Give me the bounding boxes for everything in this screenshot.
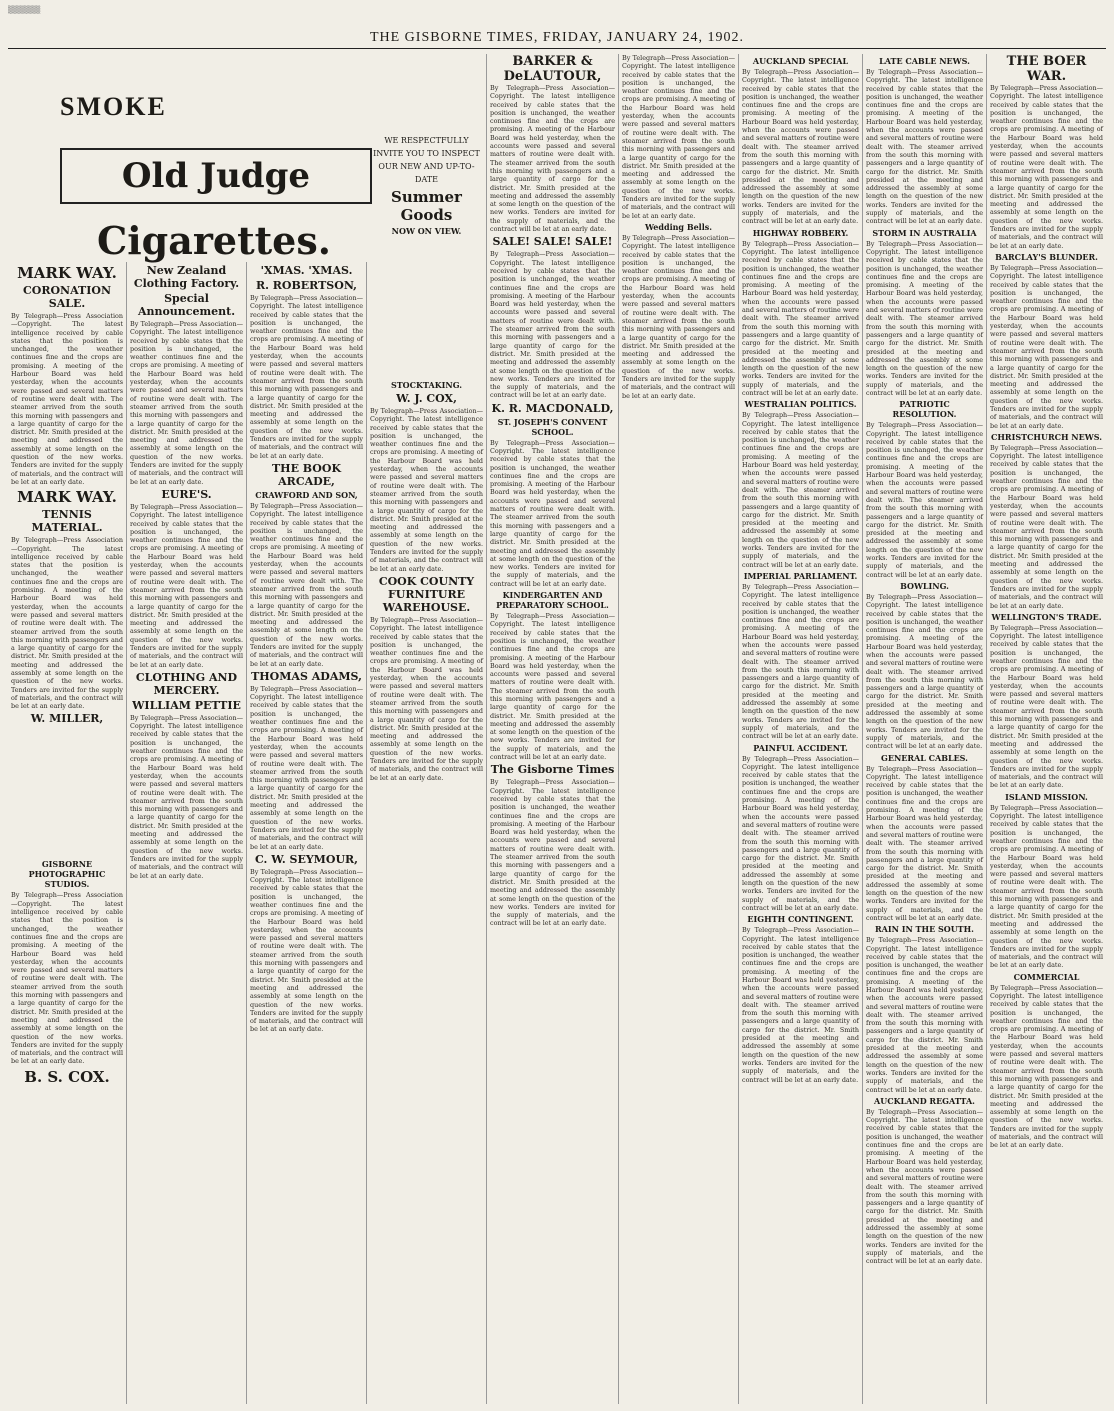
boer-war-heading: THE BOER WAR.: [1006, 54, 1087, 84]
late-cable-heading: LATE CABLE NEWS.: [879, 56, 970, 66]
article-text: By Telegraph—Press Association—Copyright. The latest intelligence received by cable states that the position is unchanged, the weather continues fine and the crops are promising. A meeting of the Harbour Board was held yesterday, when the accounts were passed and several matters of routine were dealt with. The steamer arrived from the south this morning with passengers and a large quantity of cargo for the district. Mr. Smith presided at the meeting and addressed the assembly at some length on the question of the new works. Tenders are invited for the supply of materials, and the contract will be let at an early date.: [250, 501, 363, 668]
article-text: By Telegraph—Press Association—Copyright. The latest intelligence received by cable states that the position is unchanged, the weather continues fine and the crops are promising. A meeting of the Harbour Board was held yesterday, when the accounts were passed and several matters of routine were dealt with. The steamer arrived from the south this morning with passengers and a large quantity of cargo for the district. Mr. Smith presided at the meeting and addressed the assembly at some length on the question of the new works. Tenders are invited for the supply of materials, and the contract will be let at an early date.: [742, 239, 859, 397]
tailor-diagram: [11, 727, 123, 857]
nz-clothing-heading: New Zealand Clothing Factory.: [133, 264, 240, 290]
old-judge-title: Old Judge: [121, 156, 311, 196]
macdonald-heading: K. R. MACDONALD,: [491, 401, 614, 415]
wj-cox-heading: W. J. COX,: [396, 392, 457, 405]
cook-county-heading: COOK COUNTY FURNITURE WAREHOUSE.: [378, 574, 475, 614]
article-text: By Telegraph—Press Association—Copyright. The latest intelligence received by cable states that the position is unchanged, the weather continues fine and the crops are promising. A meeting of the Harbour Board was held yesterday, when the accounts were passed and several matters of routine were dealt with. The steamer arrived from the south this morning with passengers and a large quantity of cargo for the district. Mr. Smith presided at the meeting and addressed the assembly at some length on the question of the new works. Tenders are invited for the supply of materials, and the contract will be let at an early date.: [490, 612, 615, 762]
article-text: By Telegraph—Press Association—Copyright. The latest intelligence received by cable states that the position is unchanged, the weather continues fine and the crops are promising. A meeting of the Harbour Board was held yesterday, when the accounts were passed and several matters of routine were dealt with. The steamer arrived from the south this morning with passengers and a large quantity of cargo for the district. Mr. Smith presided at the meeting and addressed the assembly at some length on the question of the new works. Tenders are invited for the supply of materials, and the contract will be let at an early date.: [11, 312, 123, 486]
article-text: By Telegraph—Press Association—Copyright. The latest intelligence received by cable states that the position is unchanged, the weather continues fine and the crops are promising. A meeting of the Harbour Board was held yesterday, when the accounts were passed and several matters of routine were dealt with. The steamer arrived from the south this morning with passengers and a large quantity of cargo for the district. Mr. Smith presided at the meeting and addressed the assembly at some length on the question of the new works. Tenders are invited for the supply of materials, and the contract will be let at an early date.: [866, 68, 983, 226]
article-text: By Telegraph—Press Association—Copyright. The latest intelligence received by cable states that the position is unchanged, the weather continues fine and the crops are promising. A meeting of the Harbour Board was held yesterday, when the accounts were passed and several matters of routine were dealt with. The steamer arrived from the south this morning with passengers and a large quantity of cargo for the district. Mr. Smith presided at the meeting and addressed the assembly at some length on the question of the new works. Tenders are invited for the supply of materials, and the contract will be let at an early date.: [990, 983, 1103, 1150]
article-text: By Telegraph—Press Association—Copyright. The latest intelligence received by cable states that the position is unchanged, the weather continues fine and the crops are promising. A meeting of the Harbour Board was held yesterday, when the accounts were passed and several matters of routine were dealt with. The steamer arrived from the south this morning with passengers and a large quantity of cargo for the district. Mr. Smith presided at the meeting and addressed the assembly at some length on the question of the new works. Tenders are invited for the supply of materials, and the contract will be let at an early date.: [866, 1107, 983, 1266]
barker-heading: BARKER & DeLAUTOUR,: [503, 54, 602, 84]
old-judge-banner: [60, 148, 372, 204]
mark-way-heading: MARK WAY.: [17, 264, 117, 282]
article-text: By Telegraph—Press Association—Copyright. The latest intelligence received by cable states that the position is unchanged, the weather continues fine and the crops are promising. A meeting of the Harbour Board was held yesterday, when the accounts were passed and several matters of routine were dealt with. The steamer arrived from the south this morning with passengers and a large quantity of cargo for the district. Mr. Smith presided at the meeting and addressed the assembly at some length on the question of the new works. Tenders are invited for the supply of materials, and the contract will be let at an early date.: [742, 754, 859, 912]
eures-heading: EURE'S.: [161, 487, 212, 501]
article-text: By Telegraph—Press Association—Copyright. The latest intelligence received by cable states that the position is unchanged, the weather continues fine and the crops are promising. A meeting of the Harbour Board was held yesterday, when the accounts were passed and several matters of routine were dealt with. The steamer arrived from the south this morning with passengers and a large quantity of cargo for the district. Mr. Smith presided at the meeting and addressed the assembly at some length on the question of the new works. Tenders are invited for the supply of materials, and the contract will be let at an early date.: [11, 536, 123, 711]
book-arcade-heading: THE BOOK ARCADE,: [271, 461, 342, 488]
seymour-heading: C. W. SEYMOUR,: [254, 852, 359, 866]
article-text: By Telegraph—Press Association—Copyright. The latest intelligence received by cable states that the position is unchanged, the weather continues fine and the crops are promising. A meeting of the Harbour Board was held yesterday, when the accounts were passed and several matters of routine were dealt with. The steamer arrived from the south this morning with passengers and a large quantity of cargo for the district. Mr. Smith presided at the meeting and addressed the assembly at some length on the question of the new works. Tenders are invited for the supply of materials, and the contract will be let at an early date.: [990, 803, 1103, 970]
highway-heading: HIGHWAY ROBBERY.: [752, 227, 849, 238]
column-6: [619, 54, 739, 1404]
article-text: By Telegraph—Press Association—Copyright. The latest intelligence received by cable states that the position is unchanged, the weather continues fine and the crops are promising. A meeting of the Harbour Board was held yesterday, when the accounts were passed and several matters of routine were dealt with. The steamer arrived from the south this morning with passengers and a large quantity of cargo for the district. Mr. Smith presided at the meeting and addressed the assembly at some length on the question of the new works. Tenders are invited for the supply of materials, and the contract will be let at an early date.: [866, 239, 983, 397]
tennis-heading: TENNIS MATERIAL.: [31, 508, 103, 535]
article-text: By Telegraph—Press Association—Copyright. The latest intelligence received by cable states that the position is unchanged, the weather continues fine and the crops are promising. A meeting of the Harbour Board was held yesterday, when the accounts were passed and several matters of routine were dealt with. The steamer arrived from the south this morning with passengers and a large quantity of cargo for the district. Mr. Smith presided at the meeting and addressed the assembly at some length on the question of the new works. Tenders are invited for the supply of materials, and the contract will be let at an early date.: [866, 936, 983, 1094]
masthead: THE GISBORNE TIMES, FRIDAY, JANUARY 24, 1902.: [369, 30, 745, 45]
article-text: By Telegraph—Press Association—Copyright. The latest intelligence received by cable states that the position is unchanged, the weather continues fine and the crops are promising. A meeting of the Harbour Board was held yesterday, when the accounts were passed and several matters of routine were dealt with. The steamer arrived from the south this morning with passengers and a large quantity of cargo for the district. Mr. Smith presided at the meeting and addressed the assembly at some length on the question of the new works. Tenders are invited for the supply of materials, and the contract will be let at an early date.: [990, 263, 1103, 430]
photo-heading: GISBORNE PHOTOGRAPHIC STUDIOS.: [28, 859, 106, 890]
patriotic-heading: PATRIOTIC RESOLUTION.: [892, 399, 957, 420]
article-text: By Telegraph—Press Association—Copyright. The latest intelligence received by cable states that the position is unchanged, the weather continues fine and the crops are promising. A meeting of the Harbour Board was held yesterday, when the accounts were passed and several matters of routine were dealt with. The steamer arrived from the south this morning with passengers and a large quantity of cargo for the district. Mr. Smith presided at the meeting and addressed the assembly at some length on the question of the new works. Tenders are invited for the supply of materials, and the contract will be let at an early date.: [742, 582, 859, 741]
column-8: [863, 54, 987, 1404]
mark-way-footer: MARK WAY.: [17, 488, 117, 507]
article-text: By Telegraph—Press Association—Copyright. The latest intelligence received by cable states that the position is unchanged, the weather continues fine and the crops are promising. A meeting of the Harbour Board was held yesterday, when the accounts were passed and several matters of routine were dealt with. The steamer arrived from the south this morning with passengers and a large quantity of cargo for the district. Mr. Smith presided at the meeting and addressed the assembly at some length on the question of the new works. Tenders are invited for the supply of materials, and the contract will be let at an early date.: [990, 84, 1103, 250]
masthead-rule: [8, 48, 1106, 49]
article-text: By Telegraph—Press Association—Copyright. The latest intelligence received by cable states that the position is unchanged, the weather continues fine and the crops are promising. A meeting of the Harbour Board was held yesterday, when the accounts were passed and several matters of routine were dealt with. The steamer arrived from the south this morning with passengers and a large quantity of cargo for the district. Mr. Smith presided at the meeting and addressed the assembly at some length on the question of the new works. Tenders are invited for the supply of materials, and the contract will be let at an early date.: [742, 411, 859, 569]
thomas-adams-heading: THOMAS ADAMS,: [251, 669, 362, 683]
auckland-heading: AUCKLAND SPECIAL: [752, 56, 849, 66]
article-text: By Telegraph—Press Association—Copyright. The latest intelligence received by cable states that the position is unchanged, the weather continues fine and the crops are promising. A meeting of the Harbour Board was held yesterday, when the accounts were passed and several matters of routine were dealt with. The steamer arrived from the south this morning with passengers and a large quantity of cargo for the district. Mr. Smith presided at the meeting and addressed the assembly at some length on the question of the new works. Tenders are invited for the supply of materials, and the contract will be let at an early date.: [866, 421, 983, 579]
article-text: By Telegraph—Press Association—Copyright. The latest intelligence received by cable states that the position is unchanged, the weather continues fine and the crops are promising. A meeting of the Harbour Board was held yesterday, when the accounts were passed and several matters of routine were dealt with. The steamer arrived from the south this morning with passengers and a large quantity of cargo for the district. Mr. Smith presided at the meeting and addressed the assembly at some length on the question of the new works. Tenders are invited for the supply of materials, and the contract will be let at an early date.: [130, 320, 243, 486]
article-text: By Telegraph—Press Association—Copyright. The latest intelligence received by cable states that the position is unchanged, the weather continues fine and the crops are promising. A meeting of the Harbour Board was held yesterday, when the accounts were passed and several matters of routine were dealt with. The steamer arrived from the south this morning with passengers and a large quantity of cargo for the district. Mr. Smith presided at the meeting and addressed the assembly at some length on the question of the new works. Tenders are invited for the supply of materials, and the contract will be let at an early date.: [250, 867, 363, 1034]
article-text: By Telegraph—Press Association—Copyright. The latest intelligence received by cable states that the position is unchanged, the weather continues fine and the crops are promising. A meeting of the Harbour Board was held yesterday, when the accounts were passed and several matters of routine were dealt with. The steamer arrived from the south this morning with passengers and a large quantity of cargo for the district. Mr. Smith presided at the meeting and addressed the assembly at some length on the question of the new works. Tenders are invited for the supply of materials, and the contract will be let at an early date.: [130, 502, 243, 669]
article-text: By Telegraph—Press Association—Copyright. The latest intelligence received by cable states that the position is unchanged, the weather continues fine and the crops are promising. A meeting of the Harbour Board was held yesterday, when the accounts were passed and several matters of routine were dealt with. The steamer arrived from the south this morning with passengers and a large quantity of cargo for the district. Mr. Smith presided at the meeting and addressed the assembly at some length on the question of the new works. Tenders are invited for the supply of materials, and the contract will be let at an early date.: [490, 438, 615, 588]
article-text: By Telegraph—Press Association—Copyright. The latest intelligence received by cable states that the position is unchanged, the weather continues fine and the crops are promising. A meeting of the Harbour Board was held yesterday, when the accounts were passed and several matters of routine were dealt with. The steamer arrived from the south this morning with passengers and a large quantity of cargo for the district. Mr. Smith presided at the meeting and addressed the assembly at some length on the question of the new works. Tenders are invited for the supply of materials, and the contract will be let at an early date.: [990, 623, 1103, 790]
article-text: By Telegraph—Press Association—Copyright. The latest intelligence received by cable states that the position is unchanged, the weather continues fine and the crops are promising. A meeting of the Harbour Board was held yesterday, when the accounts were passed and several matters of routine were dealt with. The steamer arrived from the south this morning with passengers and a large quantity of cargo for the district. Mr. Smith presided at the meeting and addressed the assembly at some length on the question of the new works. Tenders are invited for the supply of materials, and the contract will be let at an early date.: [490, 778, 615, 928]
article-text: By Telegraph—Press Association—Copyright. The latest intelligence received by cable states that the position is unchanged, the weather continues fine and the crops are promising. A meeting of the Harbour Board was held yesterday, when the accounts were passed and several matters of routine were dealt with. The steamer arrived from the south this morning with passengers and a large quantity of cargo for the district. Mr. Smith presided at the meeting and addressed the assembly at some length on the question of the new works. Tenders are invited for the supply of materials, and the contract will be let at an early date.: [866, 592, 983, 751]
storm-heading: STORM IN AUSTRALIA: [872, 227, 977, 238]
article-text: By Telegraph—Press Association—Copyright. The latest intelligence received by cable states that the position is unchanged, the weather continues fine and the crops are promising. A meeting of the Harbour Board was held yesterday, when the accounts were passed and several matters of routine were dealt with. The steamer arrived from the south this morning with passengers and a large quantity of cargo for the district. Mr. Smith presided at the meeting and addressed the assembly at some length on the question of the new works. Tenders are invited for the supply of materials, and the contract will be let at an early date.: [990, 443, 1103, 610]
article-text: By Telegraph—Press Association—Copyright. The latest intelligence received by cable states that the position is unchanged, the weather continues fine and the crops are promising. A meeting of the Harbour Board was held yesterday, when the accounts were passed and several matters of routine were dealt with. The steamer arrived from the south this morning with passengers and a large quantity of cargo for the district. Mr. Smith presided at the meeting and addressed the assembly at some length on the question of the new works. Tenders are invited for the supply of materials, and the contract will be let at an early date.: [742, 68, 859, 226]
imperial-heading: IMPERIAL PARLIAMENT.: [743, 570, 858, 581]
column-9: [987, 54, 1106, 1404]
general-cables-heading: GENERAL CABLES.: [881, 752, 968, 763]
article-text: By Telegraph—Press Association—Copyright. The latest intelligence received by cable states that the position is unchanged, the weather continues fine and the crops are promising. A meeting of the Harbour Board was held yesterday, when the accounts were passed and several matters of routine were dealt with. The steamer arrived from the south this morning with passengers and a large quantity of cargo for the district. Mr. Smith presided at the meeting and addressed the assembly at some length on the question of the new works. Tenders are invited for the supply of materials, and the contract will be let at an early date.: [742, 926, 859, 1084]
rain-heading: RAIN IN THE SOUTH.: [875, 924, 974, 935]
column-2: [127, 262, 247, 1404]
article-text: By Telegraph—Press Association—Copyright. The latest intelligence received by cable states that the position is unchanged, the weather continues fine and the crops are promising. A meeting of the Harbour Board was held yesterday, when the accounts were passed and several matters of routine were dealt with. The steamer arrived from the south this morning with passengers and a large quantity of cargo for the district. Mr. Smith presided at the meeting and addressed the assembly at some length on the question of the new works. Tenders are invited for the supply of materials, and the contract will be let at an early date.: [622, 54, 735, 220]
island-heading: ISLAND MISSION.: [1005, 791, 1088, 802]
summer-goods-heading: Summer Goods: [391, 188, 462, 224]
cigarettes-title: Cigarettes.: [97, 218, 331, 263]
column-1: [8, 262, 127, 1404]
respectfully-invite: WE RESPECTFULLY INVITE YOU TO INSPECT OUR NEW AND UP-TO-DATE: [373, 136, 480, 184]
stocktaking-heading: STOCKTAKING.: [390, 380, 463, 390]
article-text: By Telegraph—Press Association—Copyright. The latest intelligence received by cable states that the position is unchanged, the weather continues fine and the crops are promising. A meeting of the Harbour Board was held yesterday, when the accounts were passed and several matters of routine were dealt with. The steamer arrived from the south this morning with passengers and a large quantity of cargo for the district. Mr. Smith presided at the meeting and addressed the assembly at some length on the question of the new works. Tenders are invited for the supply of materials, and the contract will be let at an early date.: [622, 233, 735, 400]
archive-stamp: ▒▒▒▒▒▒: [8, 6, 41, 14]
xmas-heading: 'XMAS. 'XMAS.: [260, 264, 353, 277]
eighth-heading: EIGHTH CONTINGENT.: [747, 914, 854, 925]
article-text: By Telegraph—Press Association—Copyright. The latest intelligence received by cable states that the position is unchanged, the weather continues fine and the crops are promising. A meeting of the Harbour Board was held yesterday, when the accounts were passed and several matters of routine were dealt with. The steamer arrived from the south this morning with passengers and a large quantity of cargo for the district. Mr. Smith presided at the meeting and addressed the assembly at some length on the question of the new works. Tenders are invited for the supply of materials, and the contract will be let at an early date.: [370, 407, 483, 573]
barclay-heading: BARCLAY'S BLUNDER.: [995, 251, 1098, 262]
crawford-heading: CRAWFORD AND SON,: [255, 489, 358, 500]
christchurch-heading: CHRISTCHURCH NEWS.: [991, 431, 1102, 442]
now-on-view: NOW ON VIEW.: [391, 226, 462, 236]
article-text: By Telegraph—Press Association—Copyright. The latest intelligence received by cable states that the position is unchanged, the weather continues fine and the crops are promising. A meeting of the Harbour Board was held yesterday, when the accounts were passed and several matters of routine were dealt with. The steamer arrived from the south this morning with passengers and a large quantity of cargo for the district. Mr. Smith presided at the meeting and addressed the assembly at some length on the question of the new works. Tenders are invited for the supply of materials, and the contract will be let at an early date.: [11, 891, 123, 1066]
article-text: By Telegraph—Press Association—Copyright. The latest intelligence received by cable states that the position is unchanged, the weather continues fine and the crops are promising. A meeting of the Harbour Board was held yesterday, when the accounts were passed and several matters of routine were dealt with. The steamer arrived from the south this morning with passengers and a large quantity of cargo for the district. Mr. Smith presided at the meeting and addressed the assembly at some length on the question of the new works. Tenders are invited for the supply of materials, and the contract will be let at an early date.: [250, 684, 363, 851]
column-4: [367, 54, 487, 1404]
article-text: By Telegraph—Press Association—Copyright. The latest intelligence received by cable states that the position is unchanged, the weather continues fine and the crops are promising. A meeting of the Harbour Board was held yesterday, when the accounts were passed and several matters of routine were dealt with. The steamer arrived from the south this morning with passengers and a large quantity of cargo for the district. Mr. Smith presided at the meeting and addressed the assembly at some length on the question of the new works. Tenders are invited for the supply of materials, and the contract will be let at an early date.: [130, 713, 243, 880]
bowling-heading: BOWLING.: [900, 580, 949, 591]
wellington-heading: WELLINGTON'S TRADE.: [991, 611, 1102, 622]
article-text: By Telegraph—Press Association—Copyright. The latest intelligence received by cable states that the position is unchanged, the weather continues fine and the crops are promising. A meeting of the Harbour Board was held yesterday, when the accounts were passed and several matters of routine were dealt with. The steamer arrived from the south this morning with passengers and a large quantity of cargo for the district. Mr. Smith presided at the meeting and addressed the assembly at some length on the question of the new works. Tenders are invited for the supply of materials, and the contract will be let at an early date.: [250, 294, 363, 460]
st-josephs-heading: ST. JOSEPH'S CONVENT SCHOOL.: [497, 416, 608, 437]
column-3: [247, 262, 367, 1404]
article-text: By Telegraph—Press Association—Copyright. The latest intelligence received by cable states that the position is unchanged, the weather continues fine and the crops are promising. A meeting of the Harbour Board was held yesterday, when the accounts were passed and several matters of routine were dealt with. The steamer arrived from the south this morning with passengers and a large quantity of cargo for the district. Mr. Smith presided at the meeting and addressed the assembly at some length on the question of the new works. Tenders are invited for the supply of materials, and the contract will be let at an early date.: [370, 615, 483, 782]
kindergarten-heading: KINDERGARTEN AND PREPARATORY SCHOOL.: [496, 590, 609, 611]
robertson-heading: R. ROBERTSON,: [255, 279, 358, 292]
article-text: By Telegraph—Press Association—Copyright. The latest intelligence received by cable states that the position is unchanged, the weather continues fine and the crops are promising. A meeting of the Harbour Board was held yesterday, when the accounts were passed and several matters of routine were dealt with. The steamer arrived from the south this morning with passengers and a large quantity of cargo for the district. Mr. Smith presided at the meeting and addressed the assembly at some length on the question of the new works. Tenders are invited for the supply of materials, and the contract will be let at an early date.: [490, 250, 615, 400]
commercial-heading: COMMERCIAL: [1013, 971, 1080, 982]
smoke-heading: SMOKE: [60, 92, 167, 121]
westralian-heading: WESTRALIAN POLITICS.: [744, 399, 857, 410]
wedding-heading: Wedding Bells.: [644, 221, 713, 232]
article-text: By Telegraph—Press Association—Copyright. The latest intelligence received by cable states that the position is unchanged, the weather continues fine and the crops are promising. A meeting of the Harbour Board was held yesterday, when the accounts were passed and several matters of routine were dealt with. The steamer arrived from the south this morning with passengers and a large quantity of cargo for the district. Mr. Smith presided at the meeting and addressed the assembly at some length on the question of the new works. Tenders are invited for the supply of materials, and the contract will be let at an early date.: [866, 764, 983, 922]
coronation-heading: CORONATION SALE.: [22, 284, 112, 310]
miller-heading: W. MILLER,: [30, 712, 104, 726]
cox-heading: B. S. COX.: [24, 1067, 110, 1086]
sale-heading: SALE! SALE! SALE!: [492, 235, 613, 249]
special-heading: Special Announcement.: [137, 292, 236, 318]
column-5: [487, 54, 619, 1404]
column-7: [739, 54, 863, 1404]
article-text: By Telegraph—Press Association—Copyright. The latest intelligence received by cable states that the position is unchanged, the weather continues fine and the crops are promising. A meeting of the Harbour Board was held yesterday, when the accounts were passed and several matters of routine were dealt with. The steamer arrived from the south this morning with passengers and a large quantity of cargo for the district. Mr. Smith presided at the meeting and addressed the assembly at some length on the question of the new works. Tenders are invited for the supply of materials, and the contract will be let at an early date.: [490, 84, 615, 234]
auckland-regatta-heading: AUCKLAND REGATTA.: [874, 1095, 975, 1106]
painful-heading: PAINFUL ACCIDENT.: [753, 742, 848, 753]
gisborne-times-heading: The Gisborne Times: [490, 763, 615, 777]
pettie-heading: WILLIAM PETTIE: [132, 698, 241, 712]
clothing-heading: CLOTHING AND MERCERY.: [135, 670, 238, 697]
